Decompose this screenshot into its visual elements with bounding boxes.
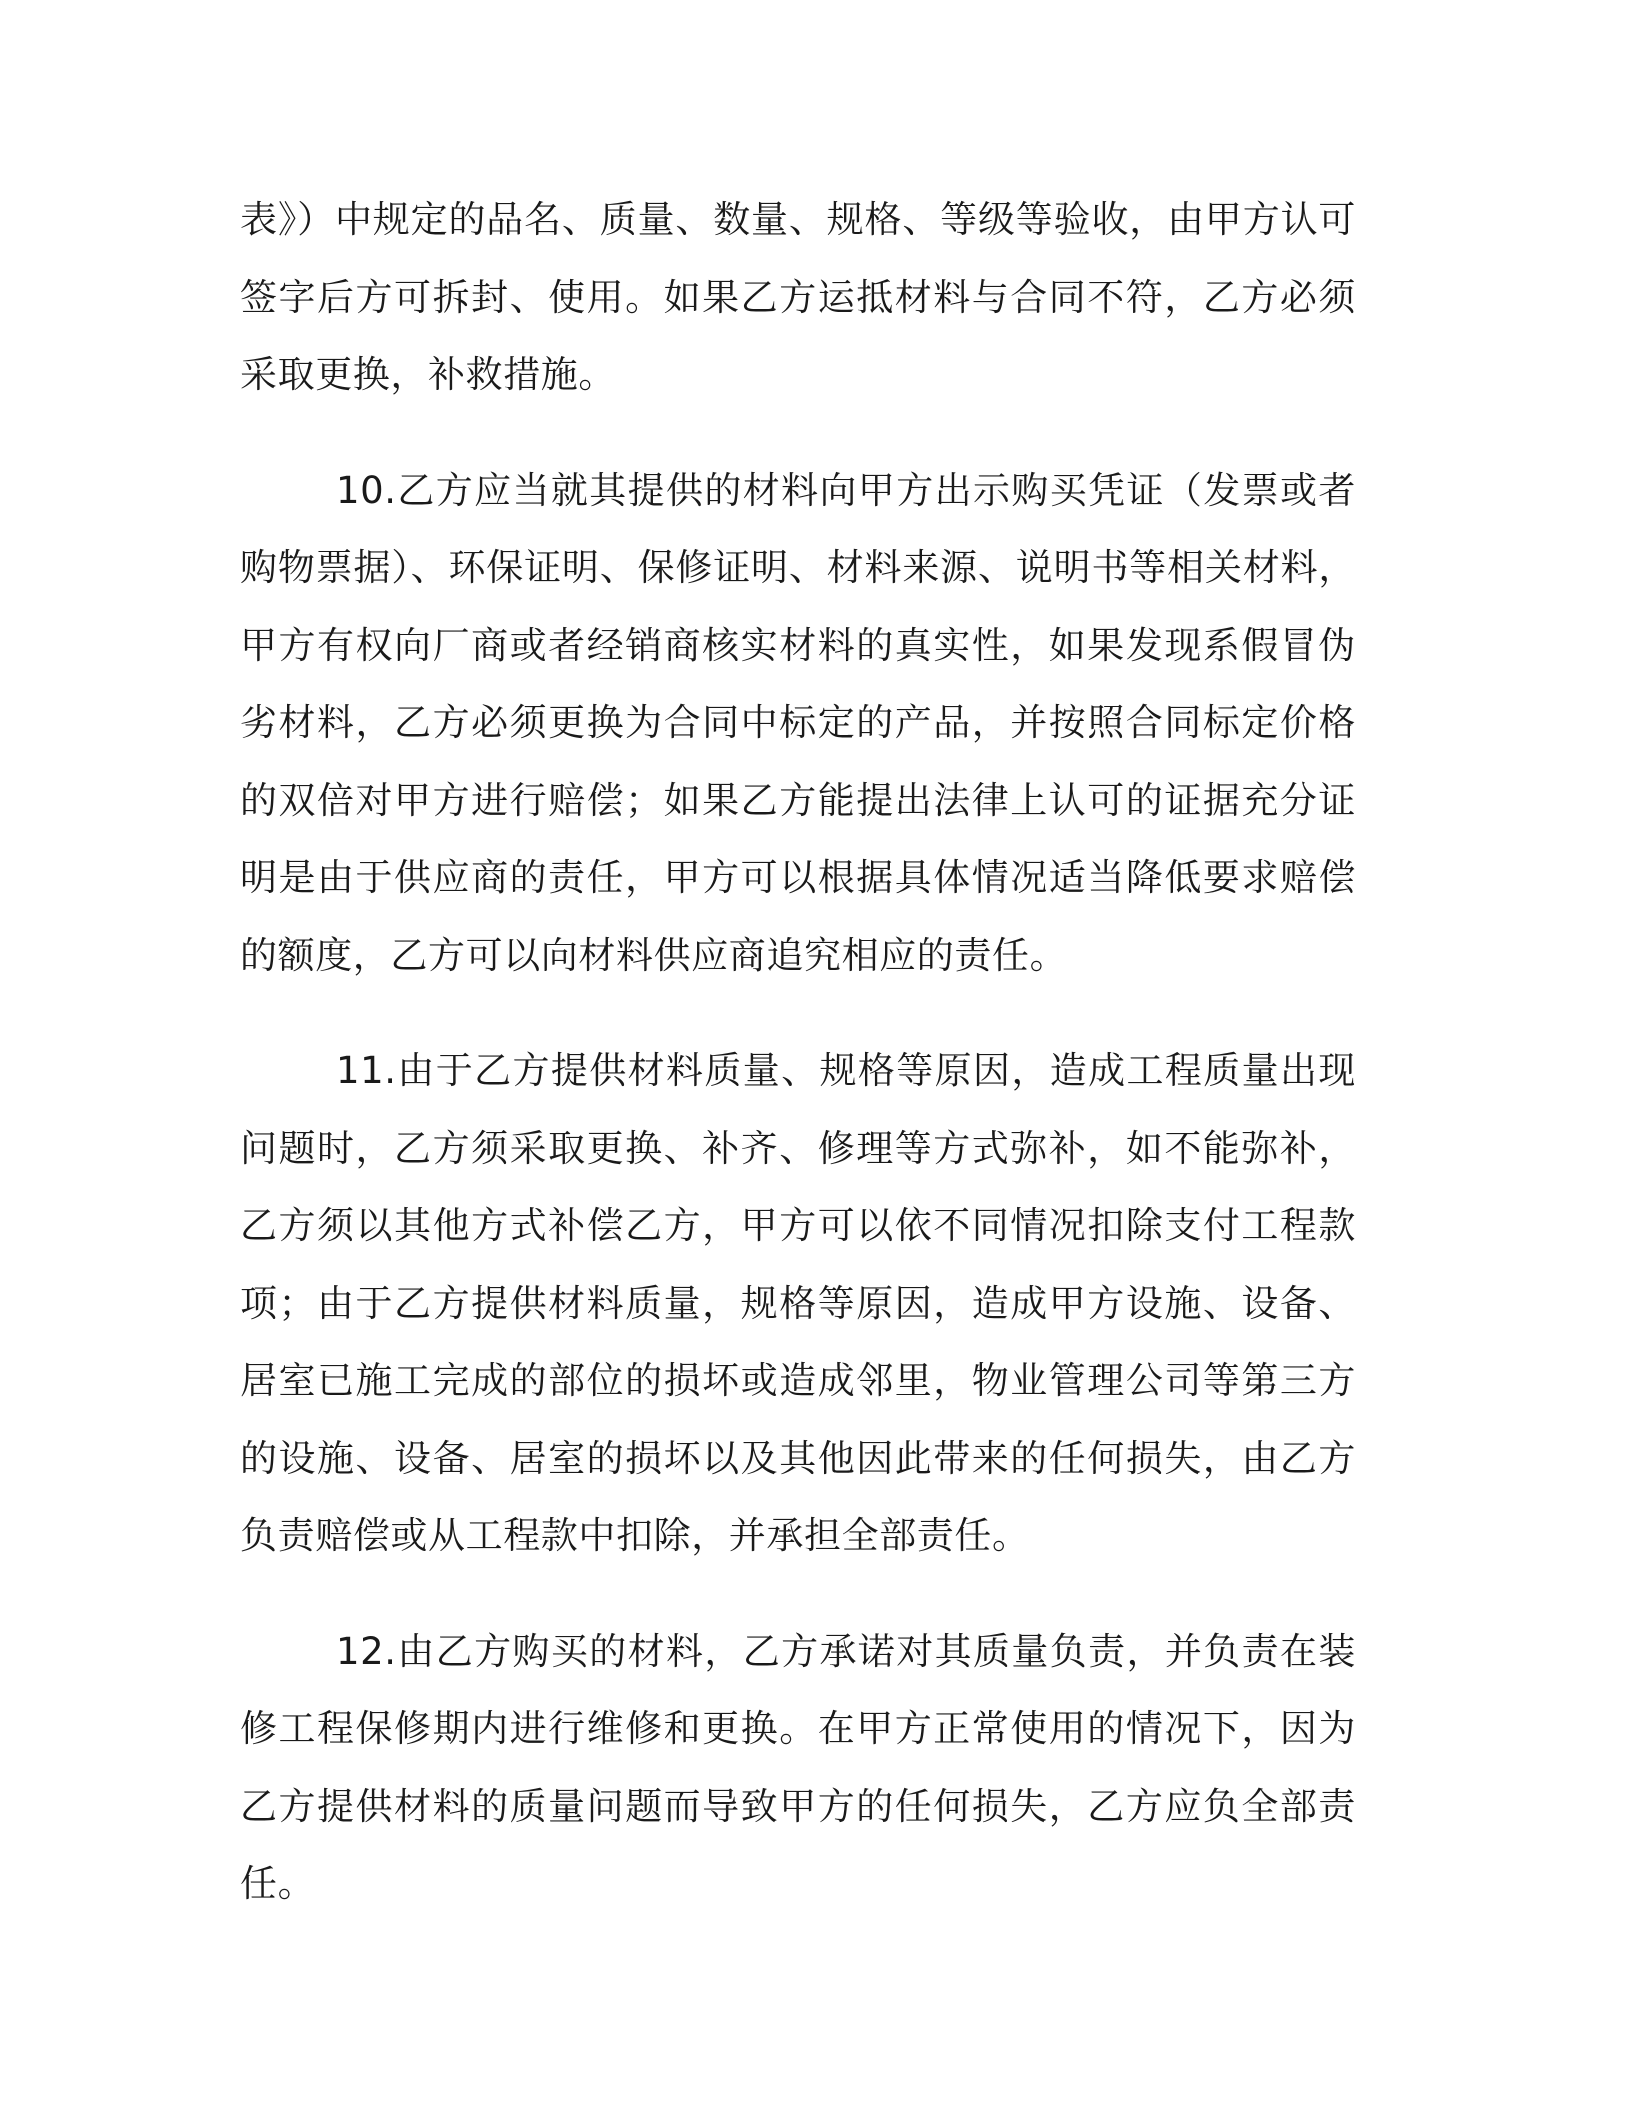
paragraph-gap [240,414,1356,452]
paragraph-clause-12: 12.由乙方购买的材料，乙方承诺对其质量负责，并负责在装修工程保修期内进行维修和更换。在甲方正常使用的情况下，因为乙方提供材料的质量问题而导致甲方的任何损失，乙方应负全部责任。 [240,1629,1356,1905]
paragraph-clause-11: 11.由于乙方提供材料质量、规格等原因，造成工程质量出现问题时，乙方须采取更换、补齐、修理等方式弥补，如不能弥补，乙方须以其他方式补偿乙方，甲方可以依不同情况扣除支付工程款项；由于乙方提供材料质量，规格等原因，造成甲方设施、设备、居室已施工完成的部位的损坏或造成邻里，物业管理公司等第三方的设施、设备、居室的损坏以及其他因此带来的任何损失，由乙方负责赔偿或从工程款中扣除，并承担全部责任。 [240,1049,1356,1557]
document-body [240,181,1356,1923]
paragraph-gap [240,994,1356,1032]
paragraph-gap [240,1575,1356,1613]
paragraph-continuation: 表》）中规定的品名、质量、数量、规格、等级等验收，由甲方认可签字后方可拆封、使用。如果乙方运抵材料与合同不符，乙方必须采取更换，补救措施。 [240,198,1356,396]
paragraph-clause-10: 10.乙方应当就其提供的材料向甲方出示购买凭证（发票或者购物票据）、环保证明、保修证明、材料来源、说明书等相关材料，甲方有权向厂商或者经销商核实材料的真实性，如果发现系假冒伪劣材料，乙方必须更换为合同中标定的产品，并按照合同标定价格的双倍对甲方进行赔偿；如果乙方能提出法律上认可的证据充分证明是由于供应商的责任，甲方可以根据具体情况适当降低要求赔偿的额度，乙方可以向材料供应商追究相应的责任。 [240,468,1356,977]
